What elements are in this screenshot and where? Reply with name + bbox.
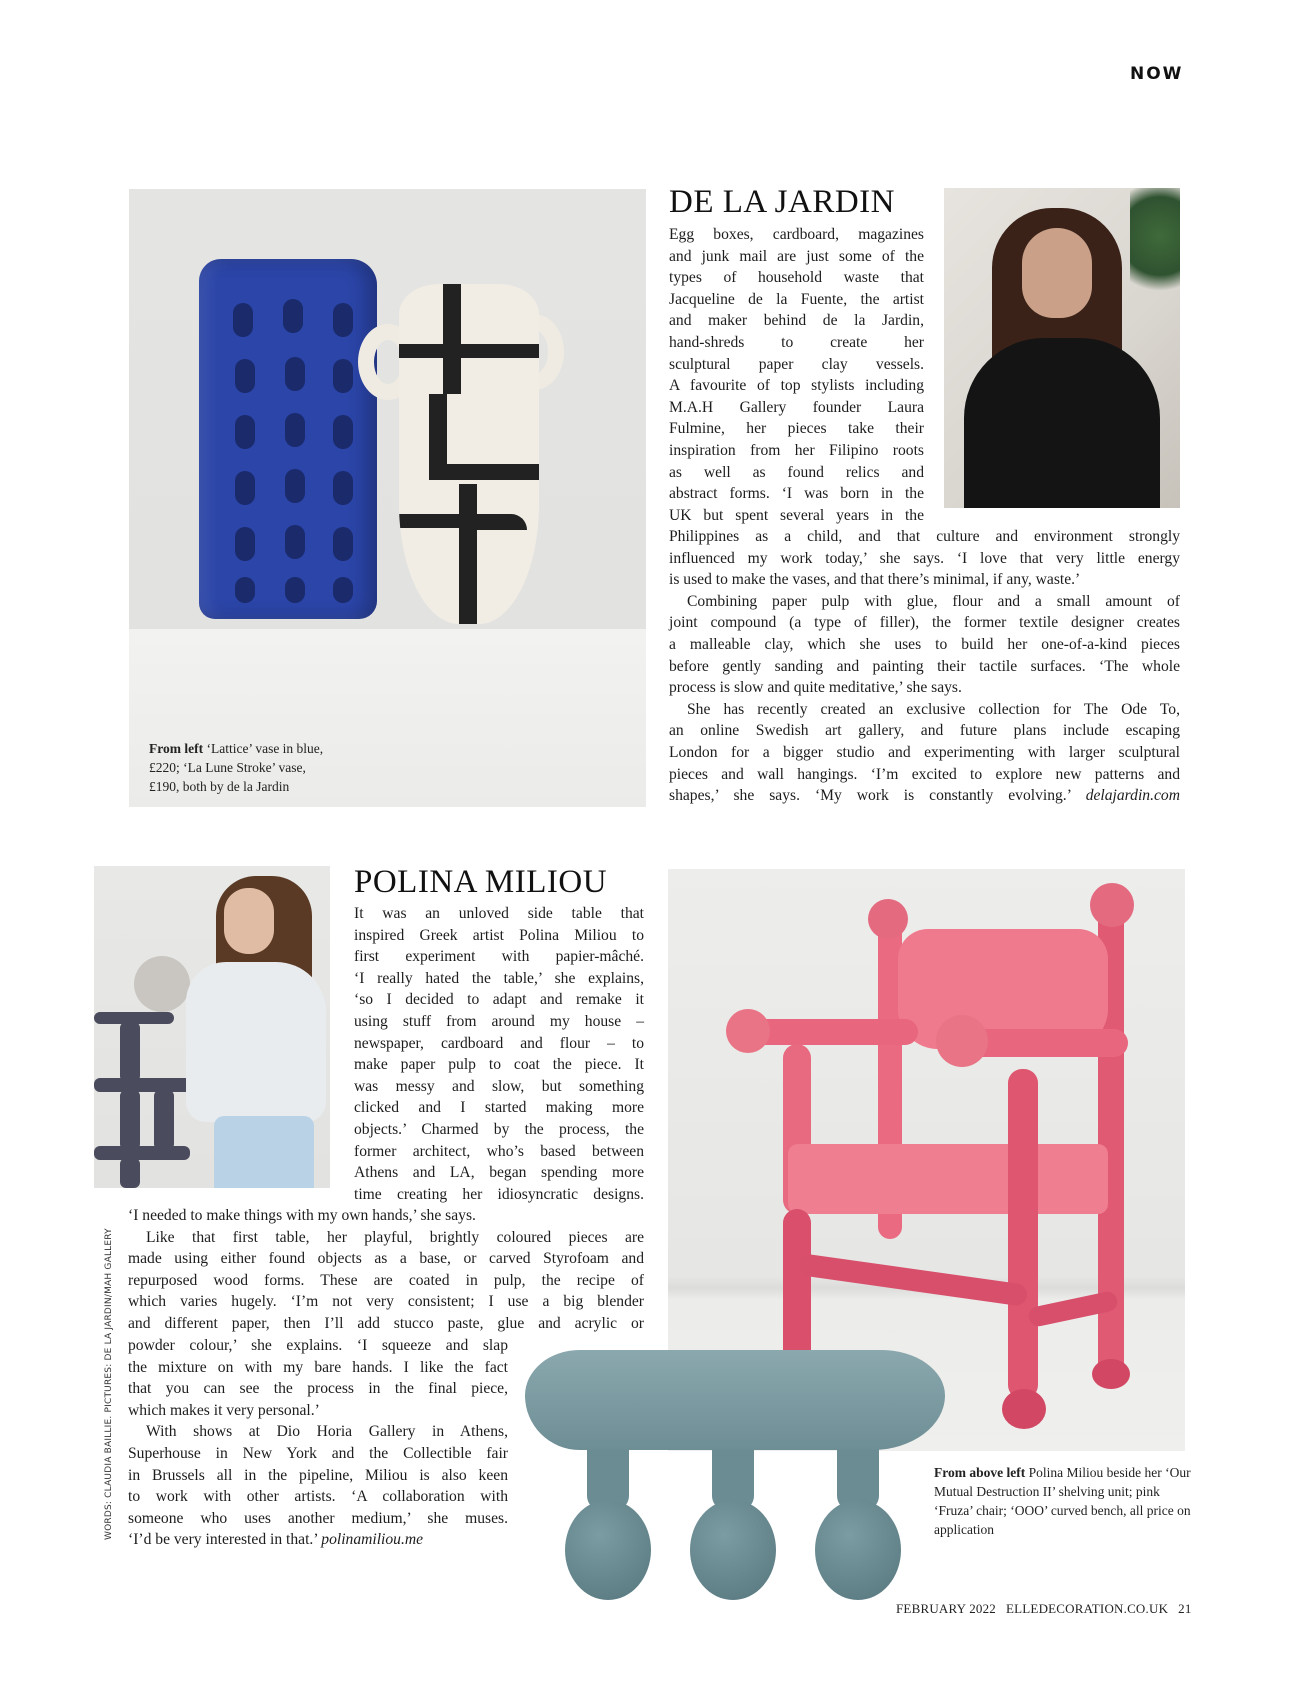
text-line: the mixture on with my bare hands. I like the fact	[128, 1358, 508, 1376]
text-line: joint compound (a type of filler), the former textile designer creates	[669, 614, 1180, 632]
text-line: time creating her idiosyncratic designs.	[354, 1185, 644, 1203]
caption-lead: From above left	[934, 1465, 1026, 1480]
text-line: and maker behind de la Jardin,	[669, 312, 924, 330]
text-line: sculptural paper clay vessels.	[669, 355, 924, 373]
text-line: to work with other artists. ‘A collaboration with	[128, 1488, 508, 1506]
text-line: M.A.H Gallery founder Laura	[669, 398, 924, 416]
text-line: abstract forms. ‘I was born in the	[669, 485, 924, 503]
photo-credits: WORDS: CLAUDIA BAILLIE. PICTURES: DE LA JARDIN/MAH GALLERY	[104, 1228, 114, 1540]
text-line: was messy and slow, but something	[354, 1077, 644, 1095]
text-line: which varies hugely. ‘I’m not very consistent; I use a big blender	[128, 1293, 644, 1311]
text-line: clicked and I started making more	[354, 1099, 644, 1117]
text-line: objects.’ Charmed by the process, the	[354, 1120, 644, 1138]
text-line: London for a bigger studio and experimenting with larger sculptural	[669, 743, 1180, 761]
text-line: Fulmine, her pieces take their	[669, 420, 924, 438]
la-lune-stroke-vase	[364, 284, 554, 624]
website-link[interactable]: delajardin.com	[1085, 787, 1180, 805]
text-line: inspired Greek artist Polina Miliou to	[354, 926, 644, 944]
text-line: before gently sanding and painting their tactile surfaces. ‘The whole	[669, 657, 1180, 675]
text-line: Combining paper pulp with glue, flour and a small amount of	[687, 592, 1180, 610]
text-line: first experiment with papier-mâché.	[354, 948, 644, 966]
text-line: and junk mail are just some of the	[669, 247, 924, 265]
article2-body-column	[128, 1205, 644, 1335]
text-line: inspiration from her Filipino roots	[669, 441, 924, 459]
jacqueline-portrait	[944, 188, 1180, 508]
text-line: process is slow and quite meditative,’ she says.	[669, 679, 962, 697]
text-line: Athens and LA, began spending more	[354, 1164, 644, 1182]
text-line: Like that first table, her playful, brightly coloured pieces are	[146, 1228, 644, 1246]
text-line: influenced my work today,’ she says. ‘I love that very little energy	[669, 549, 1180, 567]
text-line: A favourite of top stylists including	[669, 377, 924, 395]
caption-line: £220; ‘La Lune Stroke’ vase,	[149, 760, 306, 775]
text-line: UK but spent several years in the	[669, 506, 924, 524]
photo-caption-1	[149, 739, 323, 796]
text-line: that you can see the process in the final piece,	[128, 1380, 508, 1398]
text-line: an online Swedish art gallery, and future plans include escaping	[669, 722, 1180, 740]
vases-photo	[129, 189, 646, 807]
caption-line: ‘Lattice’ vase in blue,	[203, 741, 324, 756]
text-line: ‘I really hated the table,’ she explains,	[354, 969, 644, 987]
text-line: ‘so I decided to adapt and remake it	[354, 991, 644, 1009]
text-line: make paper pulp to coat the piece. It	[354, 1056, 644, 1074]
lattice-vase-blue	[199, 259, 377, 619]
caption-text: Polina Miliou beside her ‘Our Mutual Destruction II’ shelving unit; pink ‘Fruza’ chair; ‘OOO’ curved bench, all price on application	[934, 1465, 1191, 1537]
section-tag: NOW	[1130, 64, 1184, 84]
page-number: 21	[1178, 1601, 1192, 1616]
website-link[interactable]: polinamiliou.me	[321, 1531, 424, 1549]
text-line: It was an unloved side table that	[354, 905, 644, 922]
article-headline-polina-miliou: POLINA MILIOU	[354, 864, 608, 900]
magazine-site: ELLEDECORATION.CO.UK	[1006, 1601, 1169, 1616]
caption-line: £190, both by de la Jardin	[149, 779, 290, 794]
text-line: someone who uses another medium,’ she muses.	[128, 1509, 508, 1527]
issue-date: FEBRUARY 2022	[896, 1601, 996, 1616]
article1-body-column	[669, 526, 1180, 807]
text-line: which makes it very personal.’	[128, 1401, 320, 1419]
text-line: ‘I needed to make things with my own hands,’ she says.	[128, 1207, 476, 1224]
text-line: made using either found objects as a base, or carved Styrofoam and	[128, 1250, 644, 1268]
text-line: With shows at Dio Horia Gallery in Athens,	[146, 1423, 508, 1441]
article2-intro-column	[354, 903, 644, 1205]
photo-caption-2	[934, 1463, 1194, 1539]
text-line: using stuff from around my house –	[354, 1012, 644, 1030]
article1-intro-column	[669, 224, 924, 526]
text-line: powder colour,’ she explains. ‘I squeeze and slap	[128, 1337, 508, 1354]
text-line: ‘I’d be very interested in that.’	[128, 1531, 318, 1549]
text-line: She has recently created an exclusive collection for The Ode To,	[687, 700, 1180, 718]
text-line: types of household waste that	[669, 269, 924, 287]
article-headline-de-la-jardin: DE LA JARDIN	[669, 184, 895, 220]
text-line: a malleable clay, which she uses to build her one-of-a-kind pieces	[669, 635, 1180, 653]
text-line: Jacqueline de la Fuente, the artist	[669, 290, 924, 308]
caption-lead: From left	[149, 741, 204, 756]
text-line: shapes,’ she says. ‘My work is constantly evolving.’	[669, 787, 1071, 805]
text-line: in Brussels all in the pipeline, Miliou is also keen	[128, 1466, 508, 1484]
text-line: as well as found relics and	[669, 463, 924, 481]
text-line: Philippines as a child, and that culture and environment strongly	[669, 528, 1180, 545]
text-line: pieces and wall hangings. ‘I’m excited to explore new patterns and	[669, 765, 1180, 783]
ooo-curved-bench	[525, 1350, 945, 1620]
text-line: former architect, who’s based between	[354, 1142, 644, 1160]
text-line: and different paper, then I’ll add stucco paste, glue and acrylic or	[128, 1314, 644, 1332]
text-line: repurposed wood forms. These are coated in pulp, the recipe of	[128, 1271, 644, 1289]
page-folio	[896, 1601, 1192, 1617]
text-line: is used to make the vases, and that there’s minimal, if any, waste.’	[669, 571, 1081, 589]
polina-portrait	[94, 866, 330, 1188]
text-line: newspaper, cardboard and flour – to	[354, 1034, 644, 1052]
article2-closing-column	[128, 1335, 508, 1551]
text-line: Superhouse in New York and the Collectible fair	[128, 1444, 508, 1462]
text-line: hand-shreds to create her	[669, 333, 924, 351]
text-line: Egg boxes, cardboard, magazines	[669, 226, 924, 243]
